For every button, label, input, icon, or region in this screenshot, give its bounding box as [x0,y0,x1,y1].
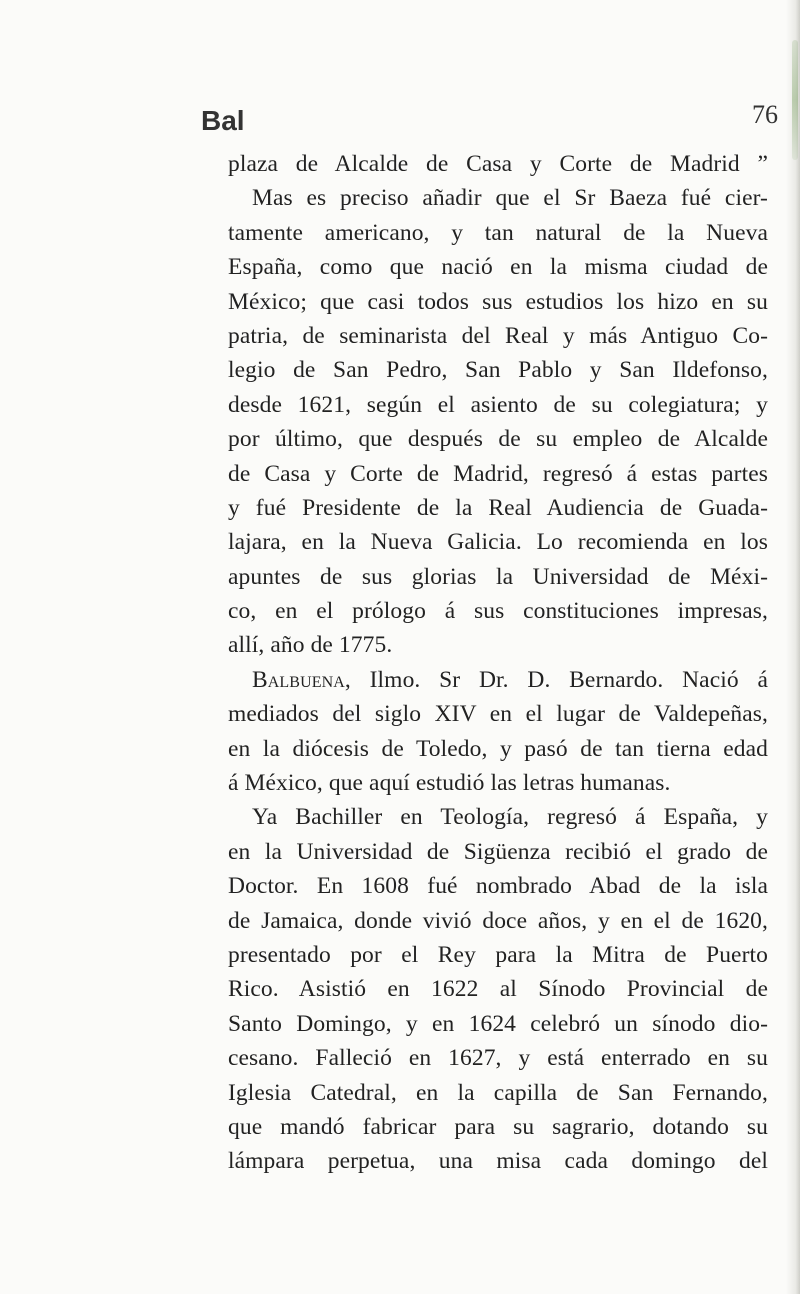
text-line: allí, año de 1775. [228,632,393,659]
page-number: 76 [752,100,778,129]
text-line: patria, de seminarista del Real y más Antiguo Co- [228,322,768,349]
body-text [228,147,768,1179]
text-line: desde 1621, según el asiento de su colegiatura; y [228,391,768,418]
text-line: Mas es preciso añadir que el Sr Baeza fué cier- [252,185,768,212]
text-line: en la diócesis de Toledo, y pasó de tan tierna edad [228,735,768,762]
text-line: en la Universidad de Sigüenza recibió el grado de [228,838,768,865]
text-line: Rico. Asistió en 1622 al Sínodo Provincial de [228,976,768,1003]
text-line: de Jamaica, donde vivió doce años, y en el de 1620, [228,907,768,934]
text-line: presentado por el Rey para la Mitra de Puerto [228,941,768,968]
text-line: apuntes de sus glorias la Universidad de Méxi- [228,563,768,590]
page-edge-shadow [786,0,800,1294]
entry-headword: Balbuena, [252,666,351,693]
text-line: á México, que aquí estudió las letras humanas. [228,770,671,797]
text-line: Balbuena, Ilmo. Sr Dr. D. Bernardo. Nació á [252,666,768,693]
page-edge-stain [792,40,798,160]
text-line: legio de San Pedro, San Pablo y San Ildefonso, [228,357,768,384]
text-line: de Casa y Corte de Madrid, regresó á estas partes [228,460,768,487]
text-line: Doctor. En 1608 fué nombrado Abad de la isla [228,873,768,900]
text-line: España, como que nació en la misma ciudad de [228,254,768,281]
text-line: por último, que después de su empleo de Alcalde [228,426,768,453]
text-line: Santo Domingo, y en 1624 celebró un sínodo dio- [228,1010,768,1037]
text-line: y fué Presidente de la Real Audiencia de Guada- [228,494,768,521]
text-line: Iglesia Catedral, en la capilla de San Fernando, [228,1079,768,1106]
text-line: Ya Bachiller en Teología, regresó á España, y [252,804,768,831]
text-line: tamente americano, y tan natural de la Nueva [228,219,768,246]
text-line: lámpara perpetua, una misa cada domingo del [228,1148,768,1175]
text-line: que mandó fabricar para su sagrario, dotando su [228,1113,768,1140]
text-line: co, en el prólogo á sus constituciones impresas, [228,598,768,625]
text-line: México; que casi todos sus estudios los hizo en su [228,288,768,315]
text-line: plaza de Alcalde de Casa y Corte de Madrid ” [228,151,768,177]
text-line: cesano. Falleció en 1627, y está enterrado en su [228,1045,768,1072]
text-line: lajara, en la Nueva Galicia. Lo recomienda en los [228,529,768,556]
running-head: Bal [201,105,245,136]
text-line: mediados del siglo XIV en el lugar de Valdepeñas, [228,701,768,728]
